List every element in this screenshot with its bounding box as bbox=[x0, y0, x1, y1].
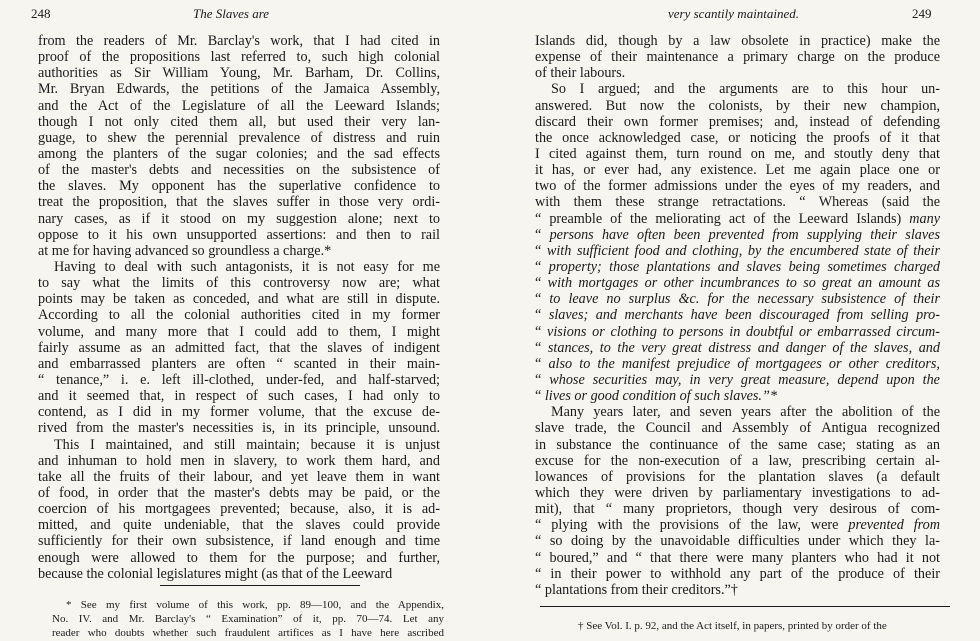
text-line: “ so doing by the unavoidable difficulties under which they la- bbox=[535, 533, 940, 550]
text-line: and it seemed that, in respect of such cases, I had only to bbox=[38, 388, 440, 405]
text-line: coercion of his mortgagees prevented; because, also, it is ad- bbox=[38, 501, 440, 518]
text-line: slave trade, the Council and Assembly of Antigua recognized bbox=[535, 420, 940, 437]
footnote-line: † See Vol. I. p. 92, and the Act itself, in papers, printed by order of the bbox=[578, 620, 887, 632]
text-line: at me for having advanced so groundless a charge.* bbox=[38, 242, 332, 259]
text-line: which they were driven by parliamentary investigations to ad- bbox=[535, 484, 940, 501]
text-line: of the master's debts and necessities on the subsistence of bbox=[38, 162, 440, 179]
text-line: “ tenance,” i. e. left ill-clothed, under-fed, and half-starved; bbox=[38, 371, 440, 388]
text-line: “ to leave no surplus &c. for the necessary subsistence of their bbox=[535, 291, 940, 308]
text-line: Islands did, though by a law obsolete in practice) make the bbox=[535, 33, 940, 49]
text-line: in substance the continuance of the same case; stating as an bbox=[535, 436, 940, 453]
left-running-head: The Slaves are bbox=[193, 6, 270, 21]
text-line: volume, and many more that I could add to them, I might bbox=[38, 323, 440, 340]
text-line: So I argued; and the arguments are to this hour un- bbox=[551, 81, 940, 98]
text-line: answered. But now the colonists, by their new champion, bbox=[535, 97, 940, 114]
text-line: to say what the limits of this controversy now are; what bbox=[38, 275, 440, 292]
text-line: among the planters of the sugar colonies; and the sad effects bbox=[38, 145, 440, 162]
text-line: enough were allowed to them for the purpose; and further, bbox=[38, 549, 440, 566]
left-body-text bbox=[38, 33, 440, 582]
text-line: “ stances, to the very great distress and danger of the slaves, and bbox=[535, 339, 940, 356]
right-running-head: very scantily maintained. bbox=[668, 6, 800, 21]
text-line: authorities as Sir William Young, Mr. Barham, Dr. Collins, bbox=[38, 65, 440, 82]
text-line: points may be taken as conceded, and what are still in dispute. bbox=[38, 291, 440, 308]
text-line: expense of their maintenance a primary charge on the produce bbox=[535, 49, 940, 66]
text-line: Mr. Bryan Edwards, the petitions of the Jamaica Assembly, bbox=[38, 81, 440, 98]
text-line: the slaves. My opponent has the superlative confidence to bbox=[38, 178, 440, 195]
text-line: excuse for the non-execution of a law, prescribing certain al- bbox=[535, 452, 940, 469]
text-line: mit), that “ many proprietors, though very desirous of com- bbox=[535, 501, 940, 518]
text-line: According to all the colonial authorities cited in my former bbox=[38, 307, 440, 324]
text-line: of their labours. bbox=[535, 65, 626, 82]
text-line: “ property; those plantations and slaves being sometimes charged bbox=[535, 258, 940, 275]
text-line: sufficiently for their own subsistence, if land enough and time bbox=[38, 533, 440, 550]
right-footnotes bbox=[564, 619, 946, 633]
text-line: and the Act of the Legislature of all the Leeward Islands; bbox=[38, 97, 440, 114]
text-line: and embarrassed planters are often “ scanted in their main- bbox=[38, 355, 440, 372]
text-line: rived from the master's necessities is, in its principle, unsound. bbox=[38, 420, 440, 437]
text-line: guage, to shew the perennial prevalence of distress and ruin bbox=[38, 129, 440, 146]
text-line: nary cases, as if it stood on my suggestion alone; next to bbox=[38, 210, 440, 227]
text-line: I cited against them, turn round on me, and stoutly deny that bbox=[535, 145, 940, 162]
text-line: “ lives or good condition of such slaves.”* bbox=[535, 388, 777, 405]
text-line: “ plying with the provisions of the law, were prevented from bbox=[535, 517, 940, 534]
text-line: Many years later, and seven years after the abolition of the bbox=[551, 404, 940, 421]
text-line: treat the proposition, that the slaves suffer in those very ordi- bbox=[38, 194, 440, 211]
footnote-line: No. IV. and Mr. Barclay's “ Examination” of it, pp. 70—74. Let any bbox=[52, 613, 444, 625]
text-line: two of the former admissions under the eyes of my readers, and bbox=[535, 178, 940, 195]
text-line: “ slaves; and merchants have been discouraged from selling pro- bbox=[535, 307, 940, 324]
text-line: lowances of provisions for the plantation slaves (a default bbox=[535, 468, 940, 485]
text-line: “ with mortgages or other incumbrances to so great an amount as bbox=[535, 275, 940, 292]
footnote-line: * See my first volume of this work, pp. 89—100, and the Appendix, bbox=[66, 599, 444, 611]
right-body-text bbox=[535, 33, 940, 598]
text-line: “ also to the manifest prejudice of mortgagees or other creditors, bbox=[535, 355, 940, 372]
right-page bbox=[490, 0, 980, 641]
text-line: it has, or ever had, any existence. Let me again place one or bbox=[535, 162, 940, 179]
left-footnote-rule bbox=[160, 585, 360, 586]
text-line: with them these strange retractations. “ Whereas (said the bbox=[535, 194, 940, 211]
text-line: proof of the propositions last referred to, such high colonial bbox=[38, 49, 440, 66]
text-line: the once acknowledged case, or noticing the proofs of it that bbox=[535, 129, 940, 146]
text-line: fairly assume as an admitted fact, that the slaves of indigent bbox=[38, 339, 440, 356]
text-line: “ visions or clothing to persons in doubtful or embarrassed circum- bbox=[535, 323, 940, 340]
italic-word: many bbox=[901, 210, 940, 227]
text-line: “ persons have often been prevented from supplying their slaves bbox=[535, 226, 940, 243]
text-line: and inhuman to hold men in slavery, to work them hard, and bbox=[38, 452, 440, 469]
left-page-number: 248 bbox=[31, 6, 51, 21]
text-line: from the readers of Mr. Barclay's work, that I had cited in bbox=[38, 33, 440, 49]
right-footnote-rule bbox=[540, 606, 950, 607]
text-line: “ in their power to withhold any part of the produce of their bbox=[535, 565, 940, 582]
right-page-number: 249 bbox=[912, 6, 932, 21]
text-line: “ boured,” and “ that there were many planters who had it not bbox=[535, 549, 940, 566]
text-line: “ with sufficient food and clothing, by the encumbered state of their bbox=[535, 242, 940, 259]
text-line: of food, in order that the master's debts may be paid, or the bbox=[38, 484, 440, 501]
footnote-line: reader who doubts whether such fraudulent artifices as I have here ascribed bbox=[52, 627, 444, 639]
text-line: discard their own former premises; and, instead of defending bbox=[535, 113, 940, 130]
text-line: contend, as I did in my former volume, that the excuse de- bbox=[38, 404, 440, 421]
text-line: “ plantations from their creditors.”† bbox=[535, 581, 738, 598]
italic-word: prevented from bbox=[838, 517, 940, 534]
text-line: because the colonial legislatures might (as that of the Leeward bbox=[38, 565, 393, 582]
text-line: oppose to it his own unsupported assertions: and then to rail bbox=[38, 226, 440, 243]
text-line: Having to deal with such antagonists, it is not easy for me bbox=[54, 258, 440, 275]
text-line: This I maintained, and still maintain; because it is unjust bbox=[54, 436, 440, 453]
text-line: take all the fruits of their labour, and yet leave them in want bbox=[38, 468, 440, 485]
left-footnotes bbox=[52, 598, 444, 640]
text-line: “ preamble of the meliorating act of the Leeward Islands) many bbox=[535, 210, 940, 227]
text-line: “ whose securities may, in very great measure, depend upon the bbox=[535, 371, 940, 388]
text-line: mitted, and quite undeniable, that the slaves could provide bbox=[38, 517, 440, 534]
text-line: though I not only cited them all, but used their very lan- bbox=[38, 113, 440, 130]
